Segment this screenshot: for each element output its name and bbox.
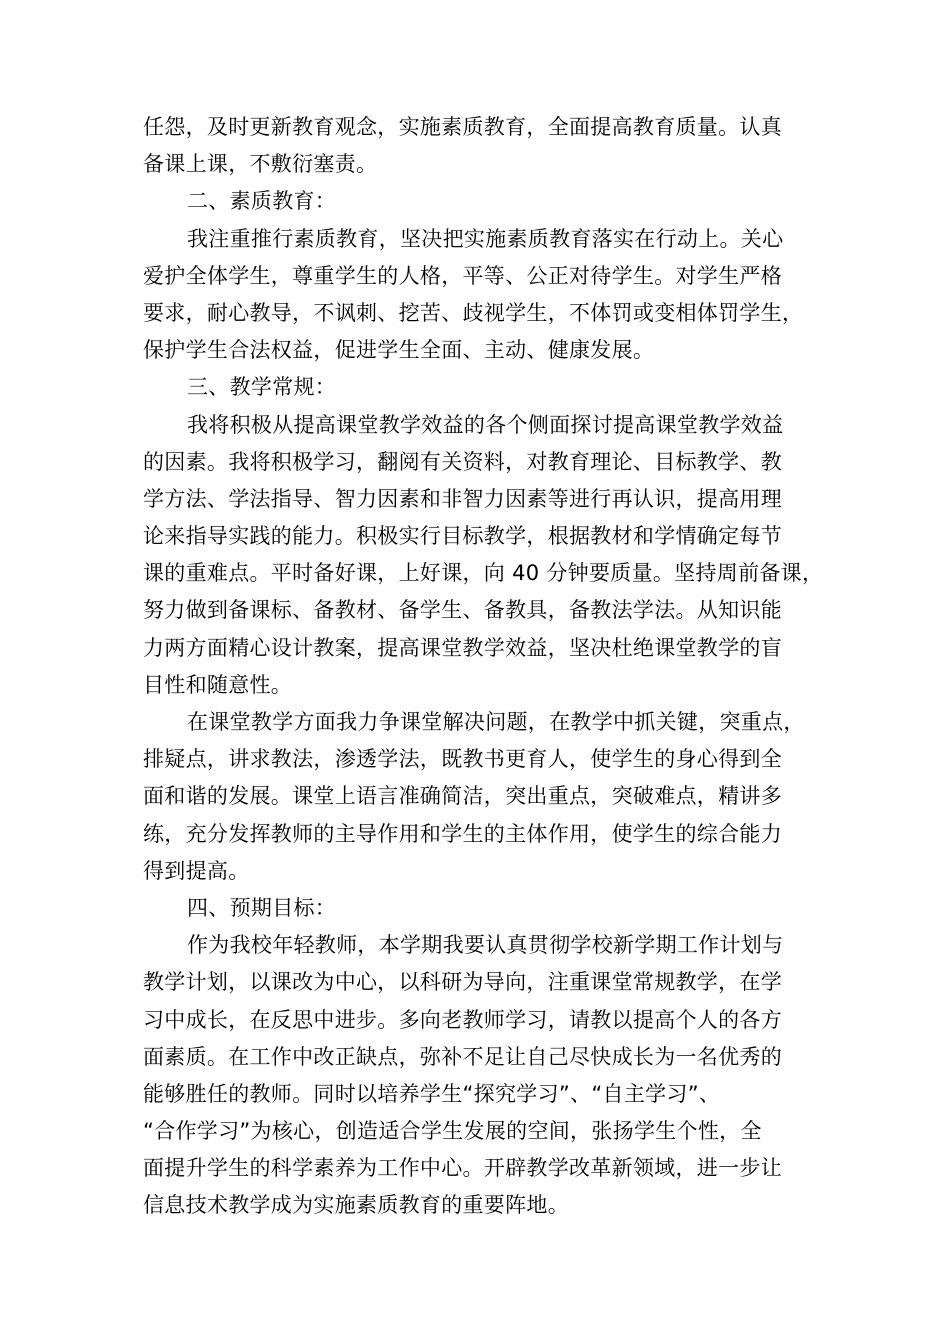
text-line: 三、教学常规： bbox=[187, 375, 337, 400]
text-line: 能够胜任的教师。同时以培养学生“探究学习”、“自主学习”、 bbox=[143, 1081, 721, 1106]
text-line: 我将积极从提高课堂教学效益的各个侧面探讨提高课堂教学效益 bbox=[187, 412, 784, 437]
text-line: 保护学生合法权益，促进学生全面、主动、健康发展。 bbox=[143, 338, 655, 363]
text-line: 在课堂教学方面我力争课堂解决问题，在教学中抓关键，突重点， bbox=[187, 710, 805, 734]
text-line: 面素质。在工作中改正缺点，弥补不足让自己尽快成长为一名优秀的 bbox=[143, 1044, 782, 1069]
text-line: 要求，耐心教导，不讽刺、挖苦、歧视学生，不体罚或变相体罚学生， bbox=[143, 300, 804, 325]
text-line: 的因素。我将积极学习，翻阅有关资料，对教育理论、目标教学、教 bbox=[143, 449, 782, 474]
text-line: 作为我校年轻教师，本学期我要认真贯彻学校新学期工作计划与 bbox=[187, 933, 784, 958]
document-body bbox=[143, 109, 824, 1225]
text-line: 学方法、学法指导、智力因素和非智力因素等进行再认识，提高用理 bbox=[143, 486, 782, 511]
text-line: 面和谐的发展。课堂上语言准确简洁，突出重点，突破难点，精讲多 bbox=[143, 784, 782, 809]
text-line: 努力做到备课标、备教材、备学生、备教具，备教法学法。从知识能 bbox=[143, 598, 782, 623]
text-line: 面提升学生的科学素养为工作中心。开辟教学改革新领域，进一步让 bbox=[143, 1156, 782, 1181]
text-line: 二、素质教育： bbox=[187, 189, 337, 214]
text-line: 爱护全体学生，尊重学生的人格，平等、公正对待学生。对学生严格 bbox=[143, 263, 782, 288]
text-line: 得到提高。 bbox=[143, 858, 250, 883]
text-line: 习中成长，在反思中进步。多向老教师学习，请教以提高个人的各方 bbox=[143, 1007, 782, 1032]
text-line: 四、预期目标： bbox=[187, 895, 337, 920]
text-line: 信息技术教学成为实施素质教育的重要阵地。 bbox=[143, 1193, 569, 1218]
text-line: 备课上课，不敷衍塞责。 bbox=[143, 152, 378, 177]
text-line: 任怨，及时更新教育观念，实施素质教育，全面提高教育质量。认真 bbox=[143, 115, 782, 139]
text-line: 力两方面精心设计教案，提高课堂教学效益，坚决杜绝课堂教学的盲 bbox=[143, 635, 782, 660]
text-line: 目性和随意性。 bbox=[143, 672, 293, 697]
text-line: 教学计划，以课改为中心，以科研为导向，注重课堂常规教学，在学 bbox=[143, 970, 782, 995]
text-line: 排疑点，讲求教法，渗透学法，既教书更育人，使学生的身心得到全 bbox=[143, 747, 782, 772]
text-line: 练，充分发挥教师的主导作用和学生的主体作用，使学生的综合能力 bbox=[143, 821, 782, 846]
text-line: 我注重推行素质教育，坚决把实施素质教育落实在行动上。关心 bbox=[187, 226, 784, 251]
text-line: 论来指导实践的能力。积极实行目标教学，根据教材和学情确定每节 bbox=[143, 524, 782, 549]
text-line: “合作学习”为核心，创造适合学生发展的空间，张扬学生个性，全 bbox=[143, 1119, 762, 1144]
text-line: 课的重难点。平时备好课，上好课，向 40 分钟要质量。坚持周前备课， bbox=[143, 561, 824, 586]
